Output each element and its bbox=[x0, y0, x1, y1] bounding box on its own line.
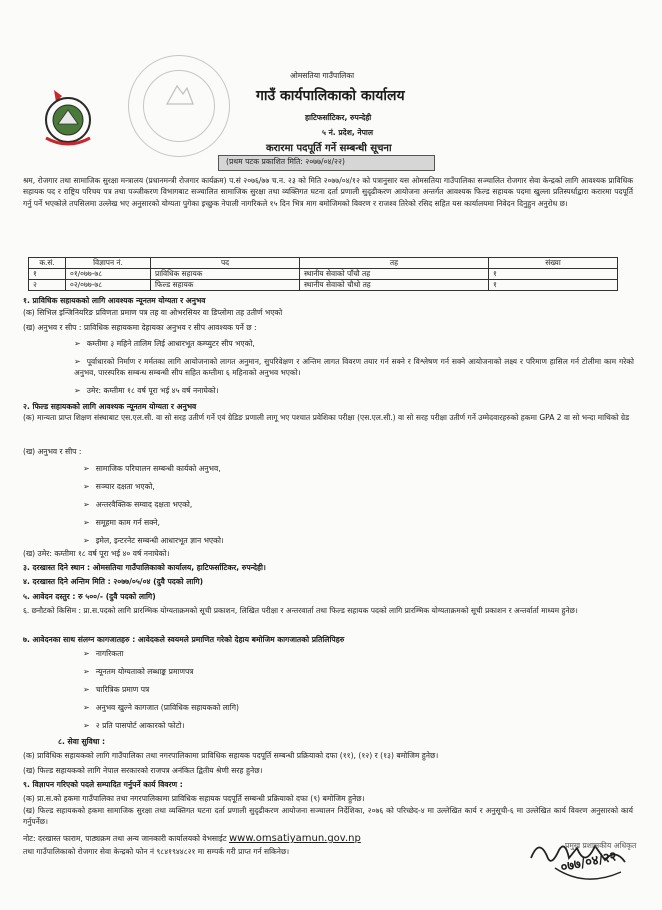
section-2-title: २. फिल्ड सहायकको लागि आवश्यक न्यूनतम योग्यता र अनुभव bbox=[23, 402, 197, 411]
notice-title: करारमा पदपूर्ति गर्ने सम्बन्धी सूचना bbox=[266, 143, 392, 154]
section-2-age: (ख) उमेर: कम्तीमा १८ वर्ष पूरा भई ४० वर्ष ननाघेको। bbox=[23, 549, 170, 558]
table-cell: २ bbox=[29, 280, 66, 291]
list-item: ➢ कम्तीमा ३ महिने तालिम लिई आधारभूत कम्प्युटर सीप भएको, bbox=[74, 338, 255, 349]
note-text: नोट: दरखास्त फाराम, पाठ्यक्रम तथा अन्य जानकारी कार्यालयको वेभसाईट bbox=[23, 834, 227, 843]
table-cell: १ bbox=[489, 269, 618, 280]
table-row bbox=[29, 269, 618, 280]
section-3: ३. दरखास्त दिने स्थान : ओमसतिया गाउँपालिकाको कार्यालय, हाटिफर्साटिकर, रुपन्देही। bbox=[23, 563, 266, 572]
publish-date: (प्रथम पटक प्रकाशित मिति: २०७७/०४/२२) bbox=[226, 157, 345, 166]
section-8-title: ८. सेवा सुविधा : bbox=[58, 737, 106, 746]
list-item: ➢ अन्तरवैक्तिक सम्वाद दक्षता भएको, bbox=[83, 499, 192, 510]
col-header: पद bbox=[151, 258, 300, 269]
vacancy-table bbox=[28, 257, 618, 291]
col-header: विज्ञापन नं. bbox=[66, 258, 151, 269]
col-header: संख्या bbox=[489, 258, 618, 269]
list-item: ➢ अनुभव खुल्ने कागजात (प्राविधिक सहायकको लागि) bbox=[83, 702, 239, 713]
section-2-ka: (क) मान्यता प्राप्त शिक्षण संस्थाबाट एस.एल.सी. वा सो सरह उतीर्ण गर्ने एवं ग्रेडिङ प्रणाली लागू भए पश्चात प्रवेशिका परीक्षा (एस.एल.सी.) वा सो सरह परीक्षा उतीर्ण गर्ने उम्मेदवारहरुको हकमा GPA 2 वा सो भन्दा माथिको ग्रेड bbox=[23, 413, 630, 422]
table-cell: १ bbox=[29, 269, 66, 280]
section-9-kha: (ख) फिल्ड सहायकको हकमा सामाजिक सुरक्षा तथा व्यक्तिगत घटना दर्ता प्रणाली सुदृढीकरण आयोजना सञ्चालन निर्देशिका, २०७६ को परिच्छेद-४ मा उल्लेखित कार्य र अनुसूची-६ मा उल्लेखित कार्य विवरण अनुसारको कार्य गर्नुपर्नेछ। bbox=[23, 806, 633, 827]
list-item: ➢ २ प्रति पासपोर्ट आकारको फोटो। bbox=[83, 720, 184, 731]
table-row bbox=[29, 280, 618, 291]
province-line: ५ नं. प्रदेश, नेपाल bbox=[322, 128, 374, 137]
section-6: ६. छनौटको किसिम : प्रा.स.पदको लागि प्रारम्भिक योग्यताक्रमको सूची प्रकाशन, लिखित परीक्षा र अन्तरवार्ता तथा फिल्ड सहायक पदको लागि प्रारम्भिक योग्यताक्रमको सूची प्रकाशन र अन्तर्वार्ता माध्यम हुनेछ। bbox=[23, 606, 578, 615]
section-8-ka: (क) प्राविधिक सहायकको लागि गाउँपालिका तथा नगरपालिकामा प्राविधिक सहायक पदपूर्ति सम्बन्धी प्रक्रियाको दफा (११), (१२) र (१३) बमोजिम हुनेछ। bbox=[23, 751, 439, 760]
table-cell: १ bbox=[489, 280, 618, 291]
handwritten-date: ०७७/०४/२२ bbox=[559, 849, 619, 876]
section-5: ५. आवेदन दस्तुर : रु ५००/- (दुवै पदको लागि) bbox=[23, 592, 156, 601]
table-cell: ०२/०७७-७८ bbox=[66, 280, 151, 291]
list-item: ➢ पूर्वाधारको निर्माण र मर्मतका लागि आयोजनाको लागत अनुमान, सुपरिवेक्षण र अन्तिम लागत विवरण तयार गर्न सक्ने र विश्लेषण गर्न सक्ने आयोजनाको लक्ष्य र परिमाण हासिल गर्न टोलीमा काम गरेको अनुभव, पारस्परिक सम्बन्ध सम्बन्धी सीप सहित कम्तीमा ६ महिनाको अनुभव भएको। bbox=[74, 356, 634, 379]
office-address: हाटिफर्साटिकर, रुपन्देही bbox=[305, 113, 372, 122]
list-item: ➢ समूहमा काम गर्न सक्ने, bbox=[83, 517, 160, 528]
list-item: ➢ न्यूनतम योग्यताको लब्धाङ्क प्रमाणपत्र bbox=[83, 666, 193, 677]
intro-paragraph: श्रम, रोजगार तथा सामाजिक सुरक्षा मन्त्रालय (प्रधानमन्त्री रोजगार कार्यक्रम) प.सं २०७६/७७ च.न. २३ को मिति २०७७/०४/१२ को पत्रानुसार यस ओमसतिया गाउँपालिका सञ्चालित रोजगार सेवा केन्द्रको लागि आवश्यक प्राविधिक सहायक पद र राष्ट्रिय परिचय पत्र तथा पञ्जीकरण विभागबाट सञ्चालित सामाजिक सुरक्षा तथा व्यक्तिगत घटना दर्ता प्रणाली सुदृढीकरण आयोजना अन्तर्गत आवश्यक फिल्ड सहायक पदमा खुल्ला प्रतिस्पर्धाद्वारा करारमा पदपूर्ति गर्नु पर्ने भएकोले तपसिलमा उल्लेख भए अनुसारको योग्यता पुगेका इच्छुक नेपाली नागरिकले १५ दिन भित्र माग बमोजिमको विवरण र राजश्व तिरेको रसिद सहित यस कार्यालयमा निवेदन दिनुहुन अनुरोध छ। bbox=[23, 176, 633, 208]
list-item: ➢ उमेर: कम्तीमा १८ वर्ष पूरा भई ४५ वर्ष ननाघेको। bbox=[74, 385, 219, 396]
seal-mountain-icon bbox=[165, 80, 195, 108]
col-header: क.सं. bbox=[29, 258, 66, 269]
nepal-emblem-icon bbox=[40, 88, 96, 150]
section-2-kha: (ख) अनुभव र सीप : bbox=[23, 447, 82, 456]
section-1-ka: (क) सिभिल इन्जिनियरिङ प्रविणता प्रमाण पत्र तह वा ओभरसियर वा डिप्लोमा तह उतीर्ण भएको bbox=[23, 308, 283, 317]
list-item: ➢ सञ्चार दक्षता भएको, bbox=[83, 481, 155, 492]
list-item: ➢ नागरिकता bbox=[83, 648, 123, 659]
section-7-title: ७. आवेदनका साथ संलग्न कागजातहरु : आवेदकले स्वयमले प्रमाणित गरेको देहाय बमोजिम कागजातको प्रतिलिपिहरु bbox=[23, 635, 345, 644]
table-cell: स्थानीय सेवाको चौथो तह bbox=[300, 280, 489, 291]
table-cell: फिल्ड सहायक bbox=[151, 280, 300, 291]
section-1-kha: (ख) अनुभव र सीप : प्राविधिक सहायकमा देहायका अनुभव र सीप आवश्यक पर्ने छ : bbox=[23, 323, 257, 332]
list-item: ➢ सामाजिक परिचालन सम्बन्धी कार्यको अनुभव, bbox=[83, 463, 221, 474]
section-9-ka: (क) प्रा.स.को हकमा गाउँपालिका तथा नगरपालिकामा प्राविधिक सहायक पदपूर्ति सम्बन्धी प्रक्रियाको दफा (९) बमोजिम हुनेछ। bbox=[23, 794, 365, 803]
col-header: तह bbox=[300, 258, 489, 269]
website-link[interactable]: www.omsatiyamun.gov.np bbox=[229, 833, 361, 844]
note-label bbox=[23, 833, 361, 844]
table-cell: स्थानीय सेवाको पाँचौ तह bbox=[300, 269, 489, 280]
list-item: ➢ चारित्रिक प्रमाण पत्र bbox=[83, 684, 149, 695]
section-1-title: १. प्राविधिक सहायकको लागि आवश्यक न्यूनतम योग्यता र अनुभव bbox=[23, 296, 206, 305]
table-header-row bbox=[29, 258, 618, 269]
signatory-title: प्रमुख प्रशासकीय अधिकृत bbox=[565, 841, 637, 850]
note-contact: तथा गाउँपालिकाको रोजगार सेवा केन्द्रको फोन नं ९८४१९४४८२१ मा सम्पर्क गरी प्राप्त गर्न सकिनेछ। bbox=[23, 847, 290, 856]
section-8-kha: (ख) फिल्ड सहायकको लागि नेपाल सरकारको राजपत्र अनंकित द्वितीय श्रेणी सरह हुनेछ। bbox=[23, 766, 263, 775]
section-4: ४. दरखास्त दिने अन्तिम मिति : २०७७/०५/०४ (दुवै पदको लागि) bbox=[23, 577, 204, 586]
office-title: गाउँ कार्यपालिकाको कार्यालय bbox=[256, 88, 405, 104]
list-item: ➢ इमेल, इन्टरनेट सम्बन्धी आधारभूत ज्ञान भएको। bbox=[83, 535, 224, 546]
municipality-name: ओमसतिया गाउँपालिका bbox=[290, 71, 355, 80]
table-cell: ०१/०७७-७८ bbox=[66, 269, 151, 280]
section-9-title: ९. विज्ञापन गरिएको पदले सम्पादित गर्नुपर्ने कार्य विवरण : bbox=[23, 780, 183, 789]
table-cell: प्राविधिक सहायक bbox=[151, 269, 300, 280]
